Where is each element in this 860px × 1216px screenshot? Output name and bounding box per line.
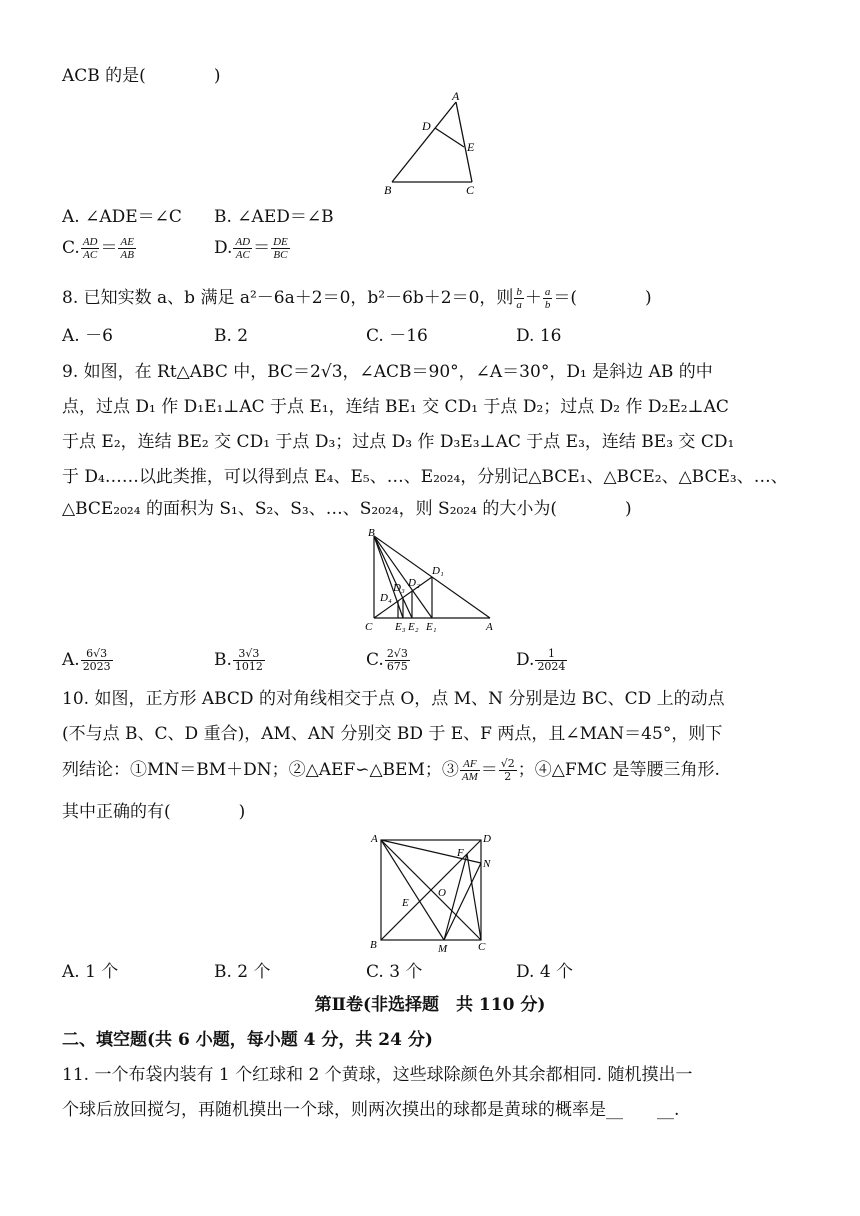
part2-heading: 第Ⅱ卷(非选择题 共 110 分) <box>314 995 546 1015</box>
q7-stem-tail: ACB 的是( ) <box>62 66 221 86</box>
q9-figure <box>362 526 502 636</box>
q8-option-b: B. 2 <box>214 326 249 346</box>
q9-option-b-frac: $\frac{3√3}{1012}$ <box>234 647 263 673</box>
q7-option-c-prefix: C. <box>62 238 80 258</box>
q8-option-a: A. －6 <box>62 326 113 346</box>
q10-label-b: B <box>370 939 377 951</box>
q10-label-m: M <box>438 943 448 955</box>
q9-option-c: C. $\frac{2√3}{675}$ <box>366 647 408 673</box>
q9-option-a-frac: $\frac{6√3}{2023}$ <box>82 647 111 673</box>
q10-option-a: A. 1 个 <box>62 962 119 982</box>
q7-option-c-frac1: $\frac{AD}{AC}$ <box>82 236 98 261</box>
q9-segment-be3 <box>374 536 403 618</box>
q9-segment-be2 <box>374 536 412 618</box>
q8-stem: 8. 已知实数 a、b 满足 a²－6a＋2＝0，b²－6b＋2＝0，则 $\frac{b}{a}$ ＋ $\frac{a}{b}$ ＝( ) <box>62 286 652 311</box>
q7-figure <box>380 90 490 196</box>
q9-option-d-frac: $\frac{1}{2024}$ <box>537 647 566 673</box>
q7-label-b: B <box>384 183 392 196</box>
q9-label-d4: D₄ <box>380 592 392 604</box>
q10-line-2: (不与点 B、C、D 重合)，AM、AN 分别交 BD 于 E、F 两点，且∠MAN＝45°，则下 <box>62 724 723 744</box>
q9-option-a: A. $\frac{6√3}{2023}$ <box>62 647 111 673</box>
q9-label-e3: E₃ <box>395 621 406 633</box>
q7-option-a: A. ∠ADE＝∠C <box>62 207 182 227</box>
q9-label-b: B <box>368 527 375 539</box>
q7-label-a: A <box>452 90 460 103</box>
q9-line-4: 于 D₄……以此类推，可以得到点 E₄、E₅、…、E₂₀₂₄，分别记△BCE₁、△BCE₂、△BCE₃、…、 <box>62 467 788 487</box>
q10-frac-af-over-am: $\frac{AF}{AM}$ <box>461 758 478 783</box>
q10-label-o: O <box>438 887 446 899</box>
q7-side-ab <box>392 102 456 182</box>
q9-label-e2: E₂ <box>408 621 419 633</box>
q10-segment-mn <box>444 863 481 940</box>
q9-option-c-frac: $\frac{2√3}{675}$ <box>386 647 408 673</box>
q8-frac-a-over-b: $\frac{a}{b}$ <box>544 286 551 311</box>
q10-frac-sqrt2-over-2: $\frac{√2}{2}$ <box>500 757 515 783</box>
section-fill-in-heading: 二、填空题(共 6 小题，每小题 4 分，共 24 分) <box>62 1030 433 1050</box>
q7-label-e: E <box>467 140 475 154</box>
q10-line-4: 其中正确的有( ) <box>62 802 246 822</box>
q7-option-d-prefix: D. <box>214 238 233 258</box>
q7-option-d-frac2: $\frac{DE}{BC}$ <box>273 236 288 261</box>
q8-option-c: C. －16 <box>366 326 428 346</box>
q7-label-c: C <box>466 183 475 196</box>
q9-line-2: 点，过点 D₁ 作 D₁E₁⊥AC 于点 E₁，连结 BE₁ 交 CD₁ 于点 D₂；过点 D₂ 作 D₂E₂⊥AC <box>62 397 729 417</box>
q7-segment-de <box>435 128 464 147</box>
q7-option-d-frac1: $\frac{AD}{AC}$ <box>235 236 251 261</box>
q11-line-2: 个球后放回搅匀，再随机摸出一个球，则两次摸出的球都是黄球的概率是__ __. <box>62 1100 680 1120</box>
q10-option-d: D. 4 个 <box>516 962 574 982</box>
q9-label-d3: D₃ <box>393 582 405 594</box>
q10-label-n: N <box>483 858 491 870</box>
q8-option-d: D. 16 <box>516 326 562 346</box>
q7-option-b: B. ∠AED＝∠B <box>214 207 334 227</box>
q10-label-d: D <box>483 833 491 845</box>
q9-label-d2: D₂ <box>408 577 420 589</box>
q7-option-c: C. $\frac{AD}{AC}$ ＝ $\frac{AE}{AB}$ <box>62 236 134 261</box>
q10-line-3: 列结论：①MN＝BM＋DN；②△AEF∽△BEM；③ $\frac{AF}{AM}$ ＝ $\frac{√2}{2}$ ；④△FMC 是等腰三角形. <box>62 757 720 783</box>
q10-line-1: 10. 如图，正方形 ABCD 的对角线相交于点 O，点 M、N 分别是边 BC、CD 上的动点 <box>62 689 725 709</box>
q9-label-d1: D₁ <box>432 565 444 577</box>
q10-label-f: F <box>457 847 464 859</box>
q9-label-c: C <box>365 621 373 633</box>
q9-line-3: 于点 E₂，连结 BE₂ 交 CD₁ 于点 D₃；过点 D₃ 作 D₃E₃⊥AC 于点 E₃，连结 BE₃ 交 CD₁ <box>62 432 735 452</box>
q10-label-e: E <box>402 897 409 909</box>
q10-option-b: B. 2 个 <box>214 962 271 982</box>
q9-line-5: △BCE₂₀₂₄ 的面积为 S₁、S₂、S₃、…、S₂₀₂₄，则 S₂₀₂₄ 的大小为( ) <box>62 499 632 519</box>
q9-option-d: D. $\frac{1}{2024}$ <box>516 647 566 673</box>
q11-line-1: 11. 一个布袋内装有 1 个红球和 2 个黄球，这些球除颜色外其余都相同. 随机摸出一 <box>62 1065 693 1085</box>
q7-option-c-frac2: $\frac{AE}{AB}$ <box>120 236 134 261</box>
q9-label-a: A <box>486 621 493 633</box>
q9-line-1: 9. 如图，在 Rt△ABC 中，BC＝2√3，∠ACB＝90°，∠A＝30°，D₁ 是斜边 AB 的中 <box>62 362 713 382</box>
q10-option-c: C. 3 个 <box>366 962 423 982</box>
q10-label-c: C <box>478 941 486 953</box>
q9-label-e1: E₁ <box>426 621 437 633</box>
q9-option-b: B. $\frac{3√3}{1012}$ <box>214 647 263 673</box>
q7-option-d: D. $\frac{AD}{AC}$ ＝ $\frac{DE}{BC}$ <box>214 236 288 261</box>
q8-frac-b-over-a: $\frac{b}{a}$ <box>516 286 522 311</box>
q10-segment-fm <box>444 854 467 940</box>
q10-segment-am <box>381 840 444 940</box>
q10-label-a: A <box>371 833 378 845</box>
q7-label-d: D <box>422 119 431 133</box>
q10-figure <box>366 828 496 956</box>
